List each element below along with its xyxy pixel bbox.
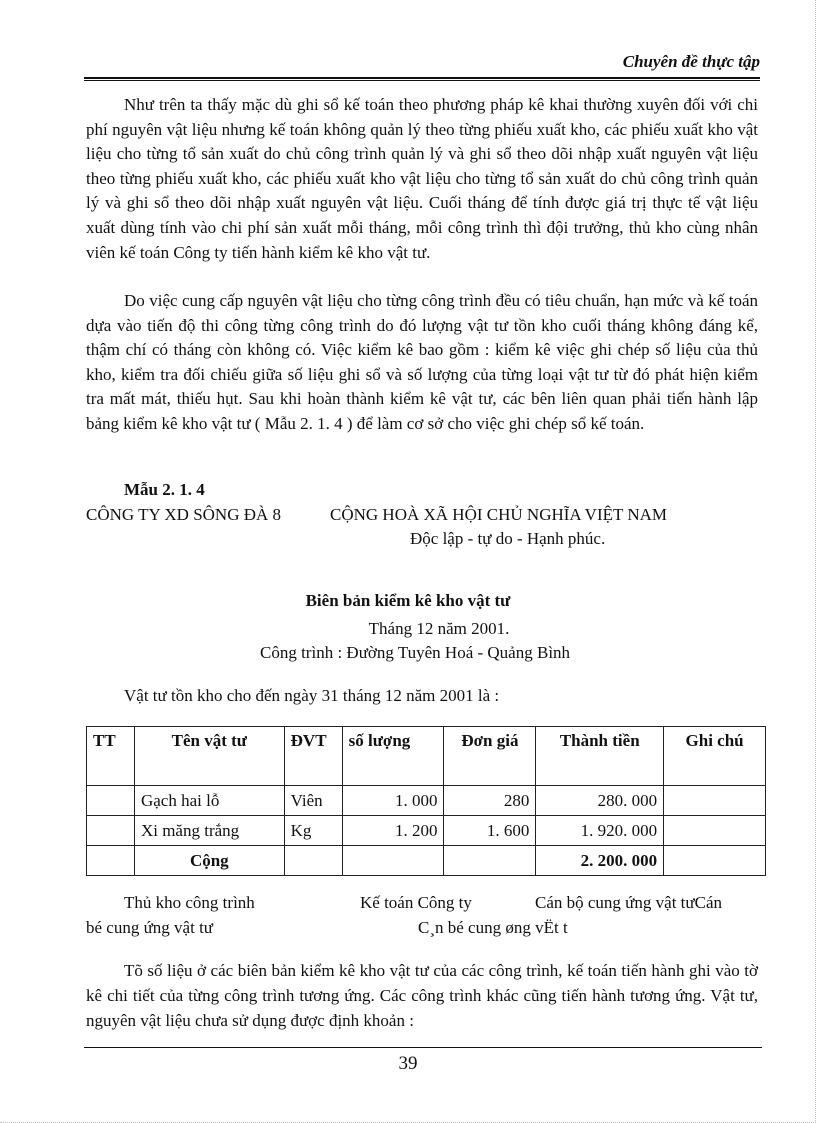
total-amount: 2. 200. 000	[536, 846, 664, 876]
signature-storekeeper: Thủ kho công trình	[124, 893, 255, 912]
page-number: 39	[398, 1053, 418, 1074]
header-tt: TT	[87, 727, 135, 786]
table-total-row	[87, 846, 766, 876]
cell-amount: 280. 000	[536, 786, 664, 816]
table-row	[87, 786, 766, 816]
total-label: Cộng	[134, 846, 284, 876]
header-rule	[84, 77, 760, 79]
cell-tt	[87, 816, 135, 846]
cell-empty	[444, 846, 536, 876]
cell-unit: Kg	[284, 816, 342, 846]
cell-unit: Viên	[284, 786, 342, 816]
signature-line2-left: bé cung ứng vật tư	[86, 918, 214, 937]
signature-accountant: Kế toán Công ty	[360, 893, 472, 912]
paragraph-3: Tõ số liệu ở các biên bản kiểm kê kho vật tư của các công trình, kế toán tiến hành ghi vào tờ kê chi tiết của từng công trình tương ứng. Các công trình khác cũng tiến hành tương ứng. Vật tư, nguyên vật liệu chưa sử dụng được định khoản :	[86, 961, 758, 1030]
signature-supply-officer: Cán bộ cung ứng vật tưCán	[535, 893, 722, 912]
header-rule-thin	[84, 80, 760, 81]
table-row	[87, 816, 766, 846]
footer-rule	[84, 1047, 762, 1048]
table-header-row	[87, 727, 766, 786]
cell-empty	[664, 846, 766, 876]
header-unit: ĐVT	[284, 727, 342, 786]
cell-qty: 1. 200	[342, 816, 444, 846]
company-name: CÔNG TY XD SÔNG ĐÀ 8	[86, 505, 282, 524]
header-qty: số lượng	[342, 727, 444, 786]
inventory-intro: Vật tư tồn kho cho đến ngày 31 tháng 12 năm 2001 là :	[124, 686, 500, 705]
signature-line2-right: C¸n bé cung øng vËt t	[418, 918, 568, 937]
cell-qty: 1. 000	[342, 786, 444, 816]
header-note: Ghi chú	[664, 727, 766, 786]
paragraph-2: Do việc cung cấp nguyên vật liệu cho từng công trình đều có tiêu chuẩn, hạn mức và kế toán dựa vào tiến độ thi công từng công trình do đó lượng vật tư tồn kho cuối tháng không đáng kể, thậm chí có tháng còn không có. Việc kiểm kê bao gồm : kiểm kê việc ghi chép số liệu của thủ kho, kiểm tra đối chiếu giữa số liệu ghi sổ và số lượng của từng loại vật tư từ đó phát hiện kiểm tra mất mát, thiếu hụt. Sau khi hoàn thành kiểm kê vật tư, các bên liên quan phải tiến hành lập bảng kiểm kê kho vật tư ( Mẫu 2. 1. 4 ) để làm cơ sở cho việc ghi chép sổ kế toán.	[86, 291, 758, 433]
document-title: Biên bản kiểm kê kho vật tư	[305, 591, 511, 610]
cell-note	[664, 816, 766, 846]
form-label: Mẫu 2. 1. 4	[124, 480, 205, 499]
cell-empty	[284, 846, 342, 876]
cell-tt	[87, 786, 135, 816]
nation-title: CỘNG HOÀ XÃ HỘI CHỦ NGHĨA VIỆT NAM	[330, 505, 668, 524]
cell-name: Xi măng trắng	[134, 816, 284, 846]
cell-amount: 1. 920. 000	[536, 816, 664, 846]
cell-price: 280	[444, 786, 536, 816]
header-title: Chuyên đề thực tập	[622, 52, 760, 71]
document-month: Tháng 12 năm 2001.	[368, 619, 510, 638]
header-amount: Thành tiền	[536, 727, 664, 786]
project-name: Công trình : Đường Tuyên Hoá - Quảng Bình	[260, 643, 571, 662]
header-price: Đơn giá	[444, 727, 536, 786]
inventory-table	[86, 726, 766, 876]
cell-price: 1. 600	[444, 816, 536, 846]
cell-note	[664, 786, 766, 816]
header-name: Tên vật tư	[134, 727, 284, 786]
paragraph-1: Như trên ta thấy mặc dù ghi sổ kế toán theo phương pháp kê khai thường xuyên đối với chi phí nguyên vật liệu nhưng kế toán không quản lý theo từng phiếu xuất kho, các phiếu xuất kho vật liệu cho từng tổ sản xuất do chủ công trình quản lý và ghi sổ theo dõi nhập xuất nguyên vật liệu theo từng phiếu xuất kho, các phiếu xuất kho vật liệu cho từng tổ sản xuất do chủ công trình quản lý và ghi sổ theo dõi nhập xuất nguyên vật liệu. Cuối tháng để tính được giá trị thực tế vật liệu xuất dùng tính vào chi phí sản xuất mỗi tháng, mỗi công trình thì đội trưởng, thủ kho cùng nhân viên kế toán Công ty tiến hành kiểm kê kho vật tư.	[86, 95, 758, 262]
cell-empty	[342, 846, 444, 876]
cell-empty	[87, 846, 135, 876]
motto: Độc lập - tự do - Hạnh phúc.	[410, 529, 606, 548]
cell-name: Gạch hai lỗ	[134, 786, 284, 816]
